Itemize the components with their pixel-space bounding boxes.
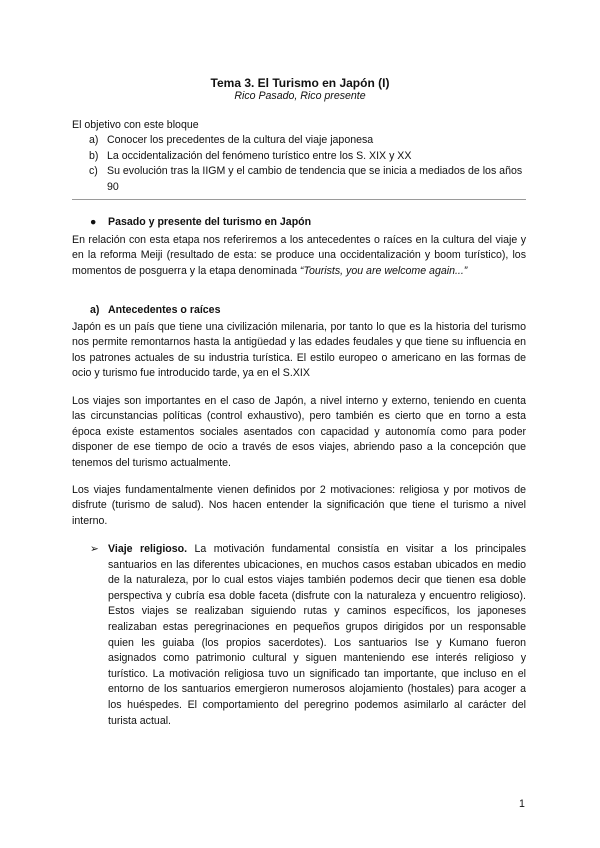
item-label: Viaje religioso. [108, 543, 188, 555]
paragraph-viajes-importantes: Los viajes son importantes en el caso de Japón, a nivel interno y externo, teniendo en cuenta las circunstancias políticas (control exhaustivo), pero también es cierto que en torno a esta época existe estamentos sociales asentados con capacidad y autonomía como para poder disponer de ese tiempo de ocio a través de esos viajes, abriendo paso a la concepción que tenemos del turismo actualmente. [72, 395, 526, 469]
document-subtitle: Rico Pasado, Rico presente [234, 90, 366, 102]
objective-marker: b) [89, 149, 99, 162]
arrow-bullet-icon: ➢ [90, 543, 99, 555]
section-marker: a) [90, 304, 100, 316]
item-body: La motivación fundamental consistía en visitar a los principales santuarios en las diferentes ubicaciones, en muchos casos estaban ubicados en medio de la naturaleza, por lo cual estos viajes también podemos decir que tienen esa doble perspectiva y cubría esa doble faceta (disfrute con la naturaleza y encuentro religioso). Estos viajes se realizaban siguiendo rutas y caminos específicos, los japoneses realizaban estas peregrinaciones en pequeños grupos dirigidos por un responsable quien les guiaba (los propios sacerdotes). Los santuarios Ise y Kumano fueron asignados como patrimonio cultural y siguen manteniendo ese interés religioso y turístico. La motivación religiosa tuvo un significado tan importante, que incluso en el entorno de los santuarios emergieron numerosos alojamiento (hostales) para acoger a los huéspedes. El comportamiento del peregrino podemos asimilarlo al carácter del turista actual. [108, 543, 526, 727]
section-heading-text: Antecedentes o raíces [108, 304, 221, 316]
paragraph-motivaciones: Los viajes fundamentalmente vienen definidos por 2 motivaciones: religiosa y por motivos de disfrute (turismo de salud). Nos hacen entender la significación que tiene el turismo a nivel interno. [72, 484, 526, 527]
objective-text: La occidentalización del fenómeno turístico entre los S. XIX y XX [107, 149, 412, 162]
tourists-quote: “Tourists, you are welcome again...” [299, 264, 468, 277]
list-item-text [108, 542, 526, 729]
page-number: 1 [519, 798, 525, 810]
objective-marker: c) [89, 165, 98, 178]
section-heading-antecedentes [90, 304, 220, 316]
objectives-intro: El objetivo con este bloque [72, 119, 199, 131]
list-item-viaje-religioso [90, 542, 526, 729]
paragraph-text: En relación con esta etapa nos referiremos a los antecedentes o raíces en la cultura del viaje y en la reforma Meiji (resultado de esta: se produce una occidentalización y boom turístico), los momentos de posguerra y la etapa denominada [72, 234, 526, 277]
objectives-block [72, 118, 532, 195]
horizontal-divider [72, 199, 526, 200]
objective-item [72, 164, 532, 195]
objective-text: Su evolución tras la IIGM y el cambio de tendencia que se inicia a mediados de los años 90 [107, 165, 523, 193]
section-intro-paragraph [72, 233, 526, 279]
bullet-icon: ● [90, 216, 97, 228]
objective-item [72, 133, 532, 148]
objective-marker: a) [89, 134, 99, 147]
section-heading-text: Pasado y presente del turismo en Japón [108, 216, 312, 228]
section-heading-pasado-presente [90, 216, 311, 228]
paragraph-civilizacion: Japón es un país que tiene una civilización milenaria, por tanto lo que es la historia del turismo nos permite remontarnos hasta la antigüedad y las edades feudales y que tiene su influencia en los patrones actuales de su industria turística. El estilo europeo o americano en las formas de ocio y turismo fue introducido tarde, ya en el S.XIX [72, 321, 526, 380]
document-title: Tema 3. El Turismo en Japón (I) [210, 76, 390, 90]
objective-text: Conocer los precedentes de la cultura del viaje japonesa [107, 134, 374, 147]
objective-item [72, 149, 532, 164]
objectives-list [72, 133, 532, 195]
